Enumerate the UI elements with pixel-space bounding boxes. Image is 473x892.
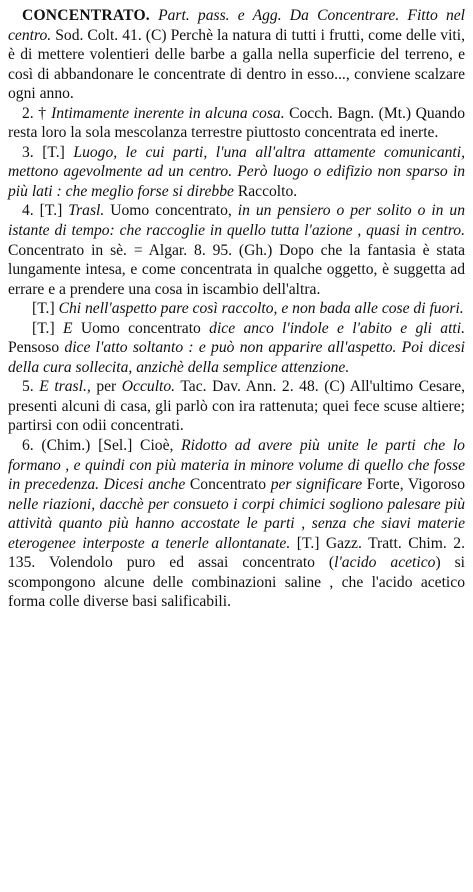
- tag: [T.]: [32, 300, 55, 318]
- tag: [T.]: [32, 319, 55, 337]
- sense-number: 3. [T.]: [22, 143, 65, 161]
- citation-text: Sod. Colt. 41. (C) Perchè la natura di tutti i frutti, come delle viti, è di mettere volentieri delle barbe a galla nella superficie del terreno, e così di abbandonare le concentrate di dentro in esso..., conviene scalzare ogni anno.: [8, 26, 465, 103]
- usage-label: E trasl.,: [39, 378, 91, 396]
- sense-4-note-1: [8, 299, 465, 319]
- sense-number: 5.: [22, 378, 34, 396]
- sense-2: [8, 104, 465, 143]
- sense-definition: Ridotto ad avere più unite le parti che lo formano , e quindi con più materia in minore volume di quello che fosse in precedenza. Dicesi anche: [8, 437, 465, 494]
- headword: CONCENTRATO.: [22, 7, 150, 24]
- connector: per: [96, 378, 117, 396]
- sense-definition: Luogo, le cui parti, l'una all'altra attamente comunicanti, mettono agevolmente ad un centro. Però luogo o edifizio non sparso in più lati : che meglio forse si direbbe: [8, 143, 465, 200]
- grammar-label: Part. pass. e Agg. Da: [158, 7, 309, 24]
- citation-text: Concentrato in sè. = Algar. 8. 95. (Gh.) Dopo che la fantasia è stata lungamente intesa, e come concentrata in qualche oggetto, è suggetta ad errare e a prendere una cosa in iscambio dell'altra.: [8, 241, 465, 298]
- sense-definition: Occulto.: [121, 378, 176, 396]
- sense-4-note-2: [8, 319, 465, 378]
- sense-number: 6. (Chim.) [Sel.] Cioè,: [22, 437, 174, 455]
- example-phrase: Pensoso: [8, 339, 60, 357]
- sense-definition: per significare: [270, 476, 363, 494]
- usage-label: Trasl.: [68, 202, 105, 220]
- example-phrase: Uomo concentrato: [80, 319, 201, 337]
- sense-number: 4. [T.]: [22, 202, 63, 220]
- citation-text: ) si scompongono alcune delle combinazioni saline , che l'acido acetico forma colle diverse basi salificabili.: [8, 554, 465, 611]
- note-text: Chi nell'aspetto pare così raccolto, e non bada alle cose di fuori.: [58, 300, 464, 318]
- sense-4: [8, 201, 465, 299]
- citation-text: Cocch. Bagn. (Mt.) Quando resta loro la sola mescolanza terrestre piuttosto concentrata ed inerte.: [8, 104, 465, 142]
- sense-synonym: Raccolto.: [237, 182, 298, 200]
- citation-italic: l'acido acetico: [334, 554, 436, 572]
- sense-6: [8, 436, 465, 612]
- example-phrase: Uomo concentrato,: [110, 202, 232, 220]
- sense-5: [8, 377, 465, 436]
- sense-3: [8, 143, 465, 202]
- note-text: E: [62, 319, 73, 337]
- citation-text: Tac. Dav. Ann. 2. 48. (C) All'ultimo Cesare, presenti alcuni di casa, gli parlò con ira rattenuta; quei fece scuse altiere; partirsi con odii concentrati.: [8, 378, 466, 435]
- example-phrase: Concentrato: [189, 476, 267, 494]
- citation-text: [T.] Gazz. Tratt. Chim. 2. 135. Volendolo puro ed assai concentrato (: [8, 534, 465, 572]
- sense-definition: nelle riazioni, dacchè per consueto i corpi chimici sogliono palesare più attività quanto più hanno accostate le parti , senza che siavi materie eterogenee interposte a tenerle allontanate.: [8, 495, 465, 552]
- entry-headword-paragraph: [8, 6, 465, 104]
- note-text: dice anco l'indole e l'abito e gli atti.: [209, 319, 465, 337]
- sense-number: 2. †: [22, 104, 47, 122]
- example-phrase: Forte, Vigoroso: [366, 476, 466, 494]
- sense-definition: Intimamente inerente in alcuna cosa.: [51, 104, 285, 122]
- etymology: Concentrare. Fitto nel centro.: [8, 7, 465, 44]
- note-text: dice l'atto soltanto : e può non apparire all'aspetto. Poi dicesi della cura sollecita, anzichè della semplice attenzione.: [8, 339, 465, 376]
- sense-definition: in un pensiero o per solito o in un istante di tempo: che raccoglie in quello tutta l'azione , quasi in centro.: [8, 202, 466, 240]
